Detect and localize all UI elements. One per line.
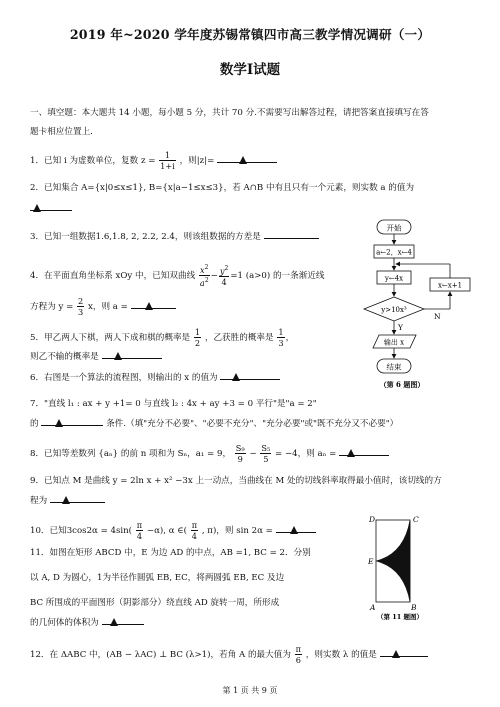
q2-answer-line <box>30 202 72 216</box>
q1-frac-den: 1+i <box>160 161 175 171</box>
q8-answer-blank[interactable] <box>339 447 389 456</box>
q8-text-post: = −4，则 aₙ = <box>275 449 337 459</box>
q5-text-line2: 则乙不输的概率是 <box>30 352 99 362</box>
question-11-line4 <box>30 616 144 630</box>
flow-no-label: N <box>434 312 441 321</box>
q11-answer-blank[interactable] <box>102 616 144 625</box>
q5-text-mid: ，乙获胜的概率是 <box>204 333 274 343</box>
q4-frac-y: $\frac{y^2}{4}$ <box>219 265 229 287</box>
q4-text-post: x，则 a = <box>88 302 128 312</box>
q12-text-post: ，则实数 λ 的值是 <box>305 650 377 660</box>
question-1 <box>30 150 277 171</box>
label-c: C <box>413 515 419 524</box>
q4-text-mid: (a>0) 的一条渐近线 <box>245 271 325 281</box>
answer-mark-icon <box>62 496 70 504</box>
q6-answer-blank[interactable] <box>220 371 280 380</box>
q10-fa-den: 4 <box>136 531 143 541</box>
q10-text-mid: −α), α ∈( <box>146 526 187 536</box>
question-11-line3: BC 所围成的平面图形（阴影部分）绕直线 AD 旋转一周，所形成 <box>30 598 280 608</box>
flow-init-label: a←2，x←4 <box>376 248 412 257</box>
flowchart-figure <box>362 216 490 392</box>
label-b: B <box>411 603 417 612</box>
q3-answer-blank[interactable] <box>264 230 319 239</box>
q4-frac-num: 2 <box>78 296 84 306</box>
q10-answer-blank[interactable] <box>276 524 316 533</box>
question-7: 7．"直线 l₁ : ax + y +1= 0 与直线 l₂ : 4x + ay +3 = 0 平行"是"a = 2" <box>30 399 317 409</box>
q4-frac-slope <box>77 296 84 317</box>
flow-step2-label: x←x+1 <box>437 281 463 290</box>
flow-output-label: 输出 x <box>383 338 405 347</box>
q5-f2-den: 3 <box>278 338 284 348</box>
question-4: 4．在平面直角坐标系 xOy 中，已知双曲线 $\frac{x^2}{a^2}$ − $\frac{y^2}{4}$ =1 (a>0) 的一条渐近线 <box>30 264 325 288</box>
q12-text: 12．在 ΔABC 中，(AB − λAC) ⊥ BC (λ>1)，若角 A 的最大值为 <box>30 650 291 660</box>
q8-f2-den: 5 <box>263 454 269 464</box>
flow-yes-label: Y <box>398 323 403 332</box>
q8-frac-s5 <box>260 443 271 464</box>
q4-text-line2: 方程为 y = <box>30 302 74 312</box>
q12-frac-num: π <box>295 644 302 654</box>
answer-mark-icon <box>239 156 247 164</box>
question-5: 5．甲乙两人下棋，两人下成和棋的概率是 $\frac{1}{2}$ ，乙获胜的概率是 $\frac{1}{3}$ ， <box>30 327 295 348</box>
question-9-line2 <box>30 494 105 508</box>
q3-text: 3．已知一组数据1.6,1.8, 2, 2.2, 2.4，则该组数据的方差是 <box>30 232 261 242</box>
answer-mark-icon <box>110 618 118 626</box>
question-4-line2 <box>30 296 176 317</box>
question-2: 2．已知集合 A={x|0≤x≤1}, B={x|a−1≤x≤3}，若 A∩B 中有且只有一个元素，则实数 a 的值为 <box>30 183 415 193</box>
flow-decision-label: y>10x³ <box>381 306 407 314</box>
q10-frac-b <box>191 520 198 541</box>
q5-answer-blank[interactable] <box>102 350 162 359</box>
q10-frac-a <box>136 520 143 541</box>
q12-frac <box>295 644 302 665</box>
answer-mark-icon <box>33 204 41 212</box>
section-intro-line1: 一、填空题：本大题共 14 小题，每小题 5 分，共计 70 分.不需要写出解答过程，请把答案直接填写在答 <box>30 108 429 118</box>
q10-text-post: , π)，则 sin 2α = <box>201 526 273 536</box>
question-11-line2: 以 A, D 为圆心，1为半径作圆弧 EB, EC，将两圆弧 EB, EC 及边 <box>30 573 285 583</box>
q5-frac-draw <box>194 327 201 348</box>
q1-fraction <box>159 150 176 171</box>
q8-text: 8．已知等差数列 {aₙ} 的前 n 项和为 Sₙ，a₁ = 9， <box>30 449 232 459</box>
flow-end-label: 结束 <box>386 362 402 372</box>
q10-fb-den: 4 <box>191 531 197 541</box>
flow-start-label: 开始 <box>386 223 402 233</box>
answer-mark-icon <box>55 419 63 427</box>
section-intro-line2: 题卡相应位置上． <box>30 127 99 137</box>
q9-text-line2: 程为 <box>30 496 48 506</box>
q4-frac-den: 3 <box>78 307 84 317</box>
label-d: D <box>369 515 376 524</box>
label-a: A <box>370 603 376 612</box>
q8-minus: − <box>249 449 257 459</box>
answer-mark-icon <box>392 650 400 658</box>
q10-fb-num: π <box>191 520 198 530</box>
q7-text-pre: 的 <box>30 419 39 429</box>
answer-mark-icon <box>290 526 298 534</box>
question-10 <box>30 520 316 541</box>
q7-text-post: 条件.（填"充分不必要"、"必要不充分"、"充分必要"或"既不充分又不必要"） <box>106 419 399 429</box>
q4-frac-x: $\frac{x^2}{a^2}$ <box>199 264 209 288</box>
q1-text: 1．已知 i 为虚数单位，复数 z = <box>30 156 156 166</box>
q6-text: 6．右图是一个算法的流程图，则输出的 x 的值为 <box>30 373 218 383</box>
q4-text: 4．在平面直角坐标系 xOy 中，已知双曲线 <box>30 271 196 281</box>
q2-answer-blank[interactable] <box>30 202 72 211</box>
q1-text-post: ，则|z|= <box>179 156 215 166</box>
q10-fa-num: π <box>136 520 143 530</box>
question-8 <box>30 443 389 464</box>
label-e: E <box>368 557 374 566</box>
question-6 <box>30 371 280 385</box>
question-11: 11．如图在矩形 ABCD 中，E 为边 AD 的中点，AB =1, BC = 2．分别 <box>30 548 311 558</box>
q12-answer-blank[interactable] <box>380 648 428 657</box>
q4-answer-blank[interactable] <box>131 300 176 309</box>
q1-answer-blank[interactable] <box>217 154 277 163</box>
answer-mark-icon <box>347 449 355 457</box>
q12-frac-den: 6 <box>295 655 301 665</box>
q8-f1-den: 9 <box>237 454 243 464</box>
q5-f1-num: 1 <box>194 327 201 337</box>
answer-mark-icon <box>145 302 153 310</box>
answer-mark-icon <box>232 373 240 381</box>
flow-step1-label: y←4x <box>384 274 404 283</box>
q8-frac-s9 <box>235 443 246 464</box>
q5-f1-den: 2 <box>194 338 201 348</box>
exam-subtitle: 数学Ⅰ试题 <box>219 62 281 78</box>
exam-title: 2019 年~2020 学年度苏锡常镇四市高三教学情况调研（一） <box>69 27 431 42</box>
q8-f1-num: S₉ <box>235 443 245 453</box>
question-7-line2 <box>30 417 398 431</box>
q5-text: 5．甲乙两人下棋，两人下成和棋的概率是 <box>30 333 191 343</box>
q5-f2-num: 1 <box>278 327 284 337</box>
question-3 <box>30 230 319 244</box>
q7-answer-blank[interactable] <box>41 417 103 426</box>
q9-answer-blank[interactable] <box>50 494 105 503</box>
question-9: 9．已知点 M 是曲线 y = 2ln x + x² −3x 上一动点，当曲线在 M 处的切线斜率取得最小值时，该切线的方 <box>30 476 442 486</box>
flowchart-caption: （第 6 题图） <box>379 380 425 389</box>
q11-text-line4: 的几何体的体积为 <box>30 618 99 628</box>
figure-11-caption: （第 11 题图） <box>376 613 424 621</box>
figure-11 <box>364 510 444 622</box>
q1-frac-num: 1 <box>159 150 176 161</box>
page-footer: 第 1 页 共 9 页 <box>222 686 278 695</box>
q5-frac-win <box>277 327 284 348</box>
q8-f2-num: S₅ <box>261 443 271 453</box>
q10-text: 10．已知3cos2α = 4sin( <box>30 526 133 536</box>
question-12 <box>30 644 428 665</box>
question-5-line2 <box>30 350 162 364</box>
answer-mark-icon <box>114 352 122 360</box>
